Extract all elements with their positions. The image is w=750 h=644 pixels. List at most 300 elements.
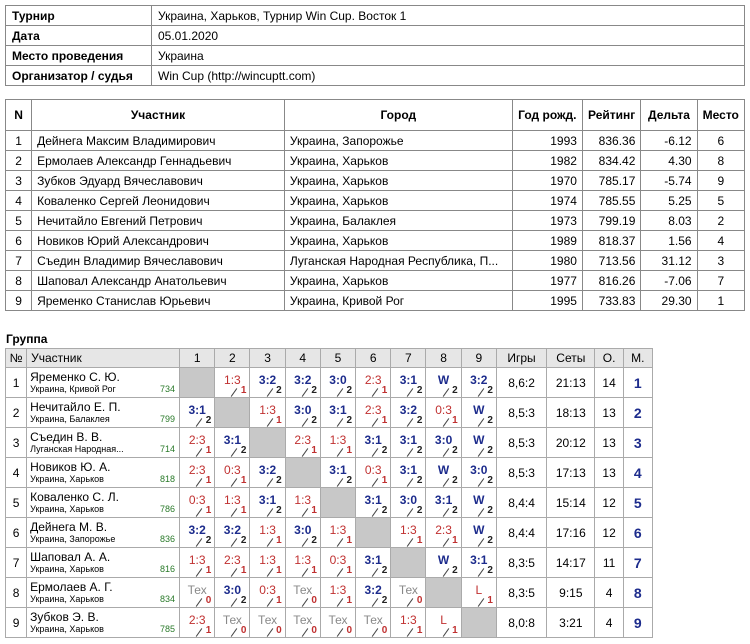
group-points: 13 — [595, 428, 623, 458]
group-games: 8,4:4 — [496, 518, 546, 548]
group-place: 8 — [623, 578, 652, 608]
match-result-cell[interactable] — [285, 608, 320, 638]
col-games-header: Игры — [496, 349, 546, 368]
group-row-number: 5 — [6, 488, 27, 518]
score-slash — [372, 418, 379, 427]
group-player-cell — [27, 578, 180, 608]
match-result-cell[interactable] — [180, 608, 215, 638]
player-name[interactable]: Ермолаев А. Г. — [30, 580, 113, 594]
player-rating: 816 — [160, 564, 176, 574]
score-slash — [196, 418, 203, 427]
match-points: 2 — [416, 385, 423, 396]
group-row — [6, 428, 653, 458]
match-result — [426, 368, 460, 397]
group-points: 13 — [595, 398, 623, 428]
group-games: 8,4:4 — [496, 488, 546, 518]
score-slash — [266, 628, 273, 637]
match-points: 1 — [416, 625, 423, 636]
match-result — [356, 368, 390, 397]
match-result-cell[interactable] — [250, 548, 285, 578]
player-city: Украина, Балаклея — [30, 414, 110, 424]
match-points: 2 — [240, 595, 247, 606]
diagonal-cell — [250, 428, 285, 458]
score-slash — [231, 628, 238, 637]
match-points: 1 — [276, 415, 282, 426]
score-slash — [302, 418, 309, 427]
score-slash — [442, 388, 449, 397]
score-slash — [302, 538, 309, 547]
match-points: 2 — [381, 445, 388, 456]
participant-delta: -6.12 — [641, 131, 697, 151]
player-name[interactable]: Коваленко С. Л. — [30, 490, 119, 504]
match-result-cell[interactable] — [285, 368, 320, 398]
match-score: W — [437, 463, 450, 477]
match-result-cell[interactable] — [215, 428, 250, 458]
match-score: Тех — [398, 583, 418, 597]
match-score: 1:3 — [294, 553, 312, 567]
match-points: 1 — [346, 565, 353, 576]
match-points: 2 — [381, 565, 388, 576]
match-result — [356, 428, 390, 457]
score-slash — [478, 388, 485, 397]
match-result — [180, 458, 214, 487]
group-player-cell — [27, 608, 180, 638]
match-result-cell[interactable] — [285, 578, 320, 608]
match-result-cell[interactable] — [215, 488, 250, 518]
match-result-cell[interactable] — [461, 458, 496, 488]
score-slash — [266, 508, 273, 517]
match-score: 3:0 — [329, 373, 347, 387]
match-result-cell[interactable] — [391, 518, 426, 548]
match-result — [426, 488, 460, 517]
group-row-number: 2 — [6, 398, 27, 428]
match-result-cell[interactable] — [250, 368, 285, 398]
match-result-cell[interactable] — [461, 428, 496, 458]
match-score: 1:3 — [224, 493, 241, 507]
diagonal-cell — [356, 518, 391, 548]
group-sets: 17:13 — [547, 458, 595, 488]
match-result-cell[interactable] — [180, 548, 215, 578]
score-slash — [442, 418, 449, 427]
match-points: 2 — [311, 385, 317, 396]
participant-year: 1993 — [512, 131, 582, 151]
match-result — [356, 578, 390, 607]
match-points: 2 — [487, 565, 493, 576]
match-result-cell[interactable] — [285, 398, 320, 428]
player-name[interactable]: Шаповал А. А. — [30, 550, 111, 564]
group-points: 11 — [595, 548, 623, 578]
score-slash — [196, 568, 203, 577]
info-value: Украина, Харьков, Турнир Win Cup. Восток 1 — [152, 6, 745, 26]
participant-delta: 31.12 — [641, 251, 697, 271]
match-points: 2 — [416, 475, 423, 486]
group-games: 8,5:3 — [496, 458, 546, 488]
match-result-cell[interactable] — [461, 548, 496, 578]
participant-place: 1 — [697, 291, 744, 311]
match-result-cell[interactable] — [215, 368, 250, 398]
participant-delta: 4.30 — [641, 151, 697, 171]
match-result — [391, 488, 425, 517]
match-score: 0:3 — [188, 493, 206, 507]
match-result-cell[interactable] — [215, 458, 250, 488]
match-result-cell[interactable] — [215, 518, 250, 548]
match-result — [215, 548, 249, 577]
player-name[interactable]: Новиков Ю. А. — [30, 460, 111, 474]
player-city: Украина, Харьков — [30, 564, 104, 574]
match-result-cell[interactable] — [250, 518, 285, 548]
score-slash — [337, 478, 344, 487]
match-result — [462, 488, 496, 517]
match-result-cell[interactable] — [320, 548, 355, 578]
match-result — [250, 458, 284, 487]
match-result-cell[interactable] — [426, 548, 461, 578]
match-result-cell[interactable] — [250, 398, 285, 428]
match-result-cell[interactable] — [391, 428, 426, 458]
participant-city: Украина, Харьков — [284, 191, 512, 211]
match-result-cell[interactable] — [356, 548, 391, 578]
match-result-cell[interactable] — [285, 548, 320, 578]
match-score: Тех — [222, 613, 242, 627]
match-points: 1 — [452, 625, 458, 636]
match-points: 2 — [452, 475, 458, 486]
match-result-cell[interactable] — [461, 578, 496, 608]
match-result — [286, 578, 320, 607]
col-participant-header: Участник — [27, 349, 180, 368]
match-score: 1:3 — [259, 553, 276, 567]
score-slash — [478, 598, 485, 607]
match-points: 2 — [205, 415, 212, 426]
match-score: 3:1 — [329, 463, 347, 477]
group-games: 8,5:3 — [496, 428, 546, 458]
participant-city: Украина, Балаклея — [284, 211, 512, 231]
score-slash — [196, 538, 203, 547]
match-points: 2 — [346, 385, 353, 396]
participant-n: 5 — [6, 211, 32, 231]
match-score: 3:1 — [399, 463, 418, 477]
diagonal-cell — [426, 578, 461, 608]
player-name[interactable]: Нечитайло Е. П. — [30, 400, 121, 414]
match-score: 3:1 — [188, 403, 206, 417]
match-result-cell[interactable] — [285, 518, 320, 548]
col-num-header: № — [6, 349, 27, 368]
match-points: 0 — [205, 595, 212, 606]
participant-place: 5 — [697, 191, 744, 211]
info-row — [6, 66, 745, 86]
match-result-cell[interactable] — [391, 488, 426, 518]
participant-rating: 836.36 — [582, 131, 640, 151]
match-points: 1 — [205, 505, 212, 516]
match-result-cell[interactable] — [250, 488, 285, 518]
match-result — [426, 428, 460, 457]
group-player-cell — [27, 398, 180, 428]
match-result — [462, 398, 496, 427]
match-points: 2 — [416, 505, 423, 516]
match-score: 3:2 — [188, 523, 206, 537]
match-result-cell[interactable] — [356, 368, 391, 398]
match-result-cell[interactable] — [391, 398, 426, 428]
participant-row — [6, 271, 745, 291]
match-score: W — [473, 493, 485, 507]
match-result-cell[interactable] — [250, 608, 285, 638]
player-name[interactable]: Дейнега М. В. — [30, 520, 108, 534]
match-result-cell[interactable] — [356, 428, 391, 458]
player-city: Украина, Харьков — [30, 504, 104, 514]
match-result-cell[interactable] — [215, 578, 250, 608]
match-score: 3:1 — [399, 373, 418, 387]
score-slash — [231, 448, 238, 457]
match-score: 0:3 — [435, 403, 452, 417]
participant-year: 1989 — [512, 231, 582, 251]
participant-rating: 785.55 — [582, 191, 640, 211]
col-opponent-header: 4 — [285, 349, 320, 368]
participant-city: Луганская Народная Республика, П... — [284, 251, 512, 271]
group-sets: 20:12 — [547, 428, 595, 458]
col-opponent-header: 3 — [250, 349, 285, 368]
match-score: W — [473, 433, 485, 447]
info-value: Win Cup (http://wincuptt.com) — [152, 66, 745, 86]
match-score: 1:3 — [329, 523, 347, 537]
match-result-cell[interactable] — [285, 488, 320, 518]
match-points: 1 — [205, 475, 212, 486]
match-score: Тех — [187, 583, 207, 597]
score-slash — [478, 568, 485, 577]
match-points: 2 — [487, 445, 493, 456]
match-result-cell[interactable] — [320, 578, 355, 608]
match-result — [321, 518, 355, 547]
match-points: 2 — [487, 535, 493, 546]
player-city: Луганская Народная... — [30, 444, 124, 454]
participant-place: 6 — [697, 131, 744, 151]
participant-delta: 29.30 — [641, 291, 697, 311]
group-player-cell — [27, 458, 180, 488]
participant-year: 1977 — [512, 271, 582, 291]
diagonal-cell — [285, 458, 320, 488]
match-result — [391, 458, 425, 487]
match-result — [215, 368, 249, 397]
match-result-cell[interactable] — [391, 458, 426, 488]
match-points: 1 — [381, 415, 388, 426]
match-points: 2 — [487, 505, 493, 516]
score-slash — [302, 568, 309, 577]
match-result — [250, 398, 284, 427]
match-score: 2:3 — [364, 373, 382, 387]
score-slash — [478, 448, 485, 457]
match-result — [321, 578, 355, 607]
match-result-cell[interactable] — [215, 608, 250, 638]
group-games: 8,3:5 — [496, 578, 546, 608]
participant-delta: 5.25 — [641, 191, 697, 211]
match-result-cell[interactable] — [320, 398, 355, 428]
score-slash — [442, 568, 449, 577]
match-result — [180, 608, 214, 637]
match-points: 0 — [311, 595, 317, 606]
match-points: 2 — [276, 475, 282, 486]
match-score: 3:1 — [223, 433, 242, 447]
player-rating: 714 — [160, 444, 176, 454]
match-result-cell[interactable] — [426, 488, 461, 518]
match-result-cell[interactable] — [356, 458, 391, 488]
match-result-cell[interactable] — [391, 608, 426, 638]
match-result-cell[interactable] — [426, 458, 461, 488]
score-slash — [196, 508, 203, 517]
match-points: 1 — [240, 565, 247, 576]
score-slash — [407, 538, 414, 547]
score-slash — [478, 418, 485, 427]
match-result-cell[interactable] — [180, 458, 215, 488]
group-sets: 18:13 — [547, 398, 595, 428]
match-score: 2:3 — [224, 553, 241, 567]
group-place: 3 — [623, 428, 652, 458]
match-result-cell[interactable] — [320, 518, 355, 548]
participant-place: 2 — [697, 211, 744, 231]
match-result-cell[interactable] — [391, 578, 426, 608]
match-result-cell[interactable] — [180, 398, 215, 428]
group-place: 5 — [623, 488, 652, 518]
col-points-header: О. — [595, 349, 623, 368]
match-points: 1 — [276, 535, 282, 546]
score-slash — [337, 568, 344, 577]
group-sets: 9:15 — [547, 578, 595, 608]
player-rating: 799 — [160, 414, 176, 424]
match-score: 2:3 — [188, 463, 206, 477]
group-row-number: 7 — [6, 548, 27, 578]
player-name[interactable]: Яременко С. Ю. — [30, 370, 120, 384]
match-result-cell[interactable] — [461, 368, 496, 398]
match-result-cell[interactable] — [426, 518, 461, 548]
info-label: Место проведения — [6, 46, 152, 66]
match-score: 1:3 — [188, 553, 206, 567]
match-score: Тех — [293, 583, 313, 597]
participant-place: 7 — [697, 271, 744, 291]
match-result-cell[interactable] — [285, 428, 320, 458]
match-score: 3:0 — [470, 463, 488, 477]
match-result — [356, 608, 390, 637]
match-score: 3:1 — [364, 553, 382, 567]
score-slash — [337, 448, 344, 457]
match-result — [462, 368, 496, 397]
match-result-cell[interactable] — [426, 368, 461, 398]
participant-name: Нечитайло Евгений Петрович — [32, 211, 285, 231]
score-slash — [337, 388, 344, 397]
match-result-cell[interactable] — [391, 368, 426, 398]
match-result-cell[interactable] — [356, 488, 391, 518]
score-slash — [266, 418, 273, 427]
participant-n: 9 — [6, 291, 32, 311]
match-result-cell[interactable] — [461, 518, 496, 548]
match-result-cell[interactable] — [180, 578, 215, 608]
match-result-cell[interactable] — [426, 608, 461, 638]
match-score: Тех — [258, 613, 278, 627]
match-points: 2 — [487, 415, 493, 426]
match-score: 0:3 — [329, 553, 347, 567]
match-result-cell[interactable] — [356, 398, 391, 428]
match-result-cell[interactable] — [320, 368, 355, 398]
participants-header: Город — [284, 100, 512, 131]
group-row-number: 6 — [6, 518, 27, 548]
match-score: 2:3 — [294, 433, 312, 447]
match-points: 1 — [311, 505, 317, 516]
match-score: 1:3 — [400, 613, 417, 627]
match-result-cell[interactable] — [320, 458, 355, 488]
match-points: 1 — [381, 385, 388, 396]
participants-header: Участник — [32, 100, 285, 131]
match-result-cell[interactable] — [180, 428, 215, 458]
match-result-cell[interactable] — [356, 578, 391, 608]
match-result — [356, 398, 390, 427]
col-opponent-header: 5 — [320, 349, 355, 368]
participant-year: 1974 — [512, 191, 582, 211]
participant-rating: 816.26 — [582, 271, 640, 291]
score-slash — [231, 508, 238, 517]
participant-row — [6, 151, 745, 171]
participant-row — [6, 171, 745, 191]
group-player-cell — [27, 368, 180, 398]
match-result-cell[interactable] — [461, 488, 496, 518]
match-result-cell[interactable] — [215, 548, 250, 578]
player-city: Украина, Кривой Рог — [30, 384, 116, 394]
match-result-cell[interactable] — [180, 518, 215, 548]
match-points: 0 — [276, 625, 282, 636]
match-result-cell[interactable] — [320, 608, 355, 638]
match-points: 2 — [416, 445, 423, 456]
match-result — [321, 608, 355, 637]
match-result-cell[interactable] — [320, 428, 355, 458]
match-points: 1 — [311, 565, 317, 576]
match-result-cell[interactable] — [250, 578, 285, 608]
match-score: 3:0 — [294, 523, 312, 537]
player-name[interactable]: Съедин В. В. — [30, 430, 103, 444]
score-slash — [372, 478, 379, 487]
match-result-cell[interactable] — [426, 398, 461, 428]
match-result-cell[interactable] — [250, 458, 285, 488]
player-name[interactable]: Зубков Э. В. — [30, 610, 99, 624]
info-row — [6, 26, 745, 46]
group-row-number: 9 — [6, 608, 27, 638]
group-row — [6, 578, 653, 608]
match-result — [250, 488, 284, 517]
match-result-cell[interactable] — [180, 488, 215, 518]
player-rating: 818 — [160, 474, 176, 484]
group-place: 2 — [623, 398, 652, 428]
score-slash — [302, 598, 309, 607]
participant-rating: 818.37 — [582, 231, 640, 251]
match-result — [426, 548, 460, 577]
match-score: 3:1 — [364, 433, 382, 447]
info-label: Дата — [6, 26, 152, 46]
match-points: 2 — [452, 565, 458, 576]
match-result-cell[interactable] — [426, 428, 461, 458]
info-row — [6, 6, 745, 26]
match-result-cell[interactable] — [461, 398, 496, 428]
participant-delta: 1.56 — [641, 231, 697, 251]
participant-city: Украина, Кривой Рог — [284, 291, 512, 311]
match-points: 2 — [381, 595, 388, 606]
match-result-cell[interactable] — [356, 608, 391, 638]
score-slash — [337, 598, 344, 607]
match-score: 3:1 — [364, 493, 382, 507]
group-player-cell — [27, 488, 180, 518]
match-points: 2 — [452, 385, 458, 396]
group-games: 8,5:3 — [496, 398, 546, 428]
participant-rating: 733.83 — [582, 291, 640, 311]
col-opponent-header: 8 — [426, 349, 461, 368]
match-points: 2 — [240, 445, 247, 456]
match-result — [250, 608, 284, 637]
participant-row — [6, 211, 745, 231]
match-points: 0 — [381, 625, 388, 636]
match-result — [180, 488, 214, 517]
participant-row — [6, 191, 745, 211]
